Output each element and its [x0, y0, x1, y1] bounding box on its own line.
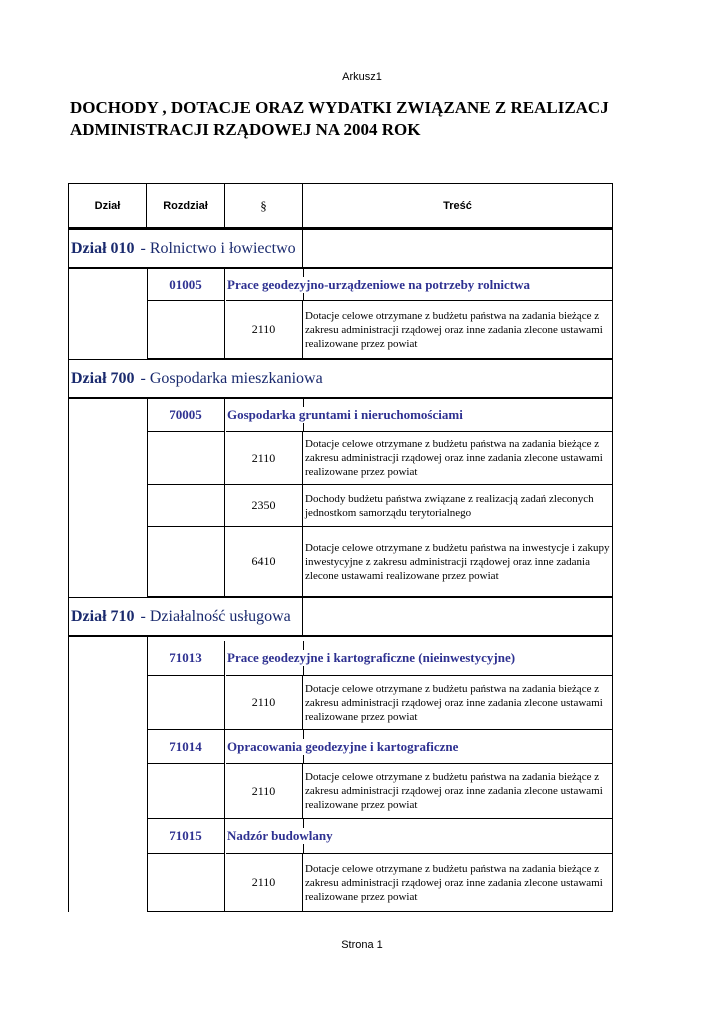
- paragraph-description: Dotacje celowe otrzymane z budżetu państwa na zadania bieżące z zakresu administracji rządowej oraz inne zadania zlecone ustawami realizowane przez powiat: [303, 764, 612, 819]
- table-row: [68, 301, 613, 359]
- rozdzial-code: 01005: [147, 269, 225, 301]
- table-row: [68, 764, 613, 819]
- page-number: Strona 1: [341, 939, 383, 951]
- rozdzial-name: Nadzór budowlany: [226, 819, 612, 854]
- paragraph-description: Dotacje celowe otrzymane z budżetu państwa na zadania bieżące z zakresu administracji rządowej oraz inne zadania zlecone ustawami realizowane przez powiat: [303, 432, 612, 485]
- section-dzial-710: [68, 597, 613, 637]
- paragraph-code: 2350: [225, 485, 303, 527]
- paragraph-code: 2110: [225, 764, 303, 819]
- table-row: [68, 676, 613, 730]
- paragraph-description: Dotacje celowe otrzymane z budżetu państwa na inwestycje i zakupy inwestycyjne z zakresu administracji rządowej oraz inne zadania zlecone ustawami realizowane przez powiat: [303, 527, 612, 597]
- dzial-code: Dział 700: [71, 369, 135, 387]
- dzial-name: - Gospodarka mieszkaniowa: [140, 369, 323, 387]
- header-dzial: Dział: [69, 184, 147, 227]
- paragraph-description: Dochody budżetu państwa związane z realizacją zadań zleconych jednostkom samorządu terytorialnego: [303, 485, 612, 527]
- header-tresc: Treść: [443, 199, 472, 212]
- rozdzial-row-70005: [68, 399, 613, 432]
- section-title: [71, 598, 291, 635]
- header-paragraph: §: [225, 184, 303, 227]
- table-row: [68, 485, 613, 527]
- table-row: [68, 432, 613, 485]
- section-dzial-700: [68, 359, 613, 399]
- rozdzial-code: 71015: [147, 819, 225, 854]
- paragraph-description: Dotacje celowe otrzymane z budżetu państwa na zadania bieżące z zakresu administracji rządowej oraz inne zadania zlecone ustawami realizowane przez powiat: [303, 854, 612, 912]
- table-row: [68, 527, 613, 597]
- paragraph-code: 2110: [225, 854, 303, 912]
- rozdzial-code: 70005: [147, 399, 225, 432]
- paragraph-code: 2110: [225, 432, 303, 485]
- title-line-1: DOCHODY , DOTACJE ORAZ WYDATKI ZWIĄZANE Z REALIZACJ: [70, 98, 609, 117]
- dzial-code: Dział 710: [71, 607, 135, 625]
- dzial-name: - Rolnictwo i łowiectwo: [140, 239, 296, 257]
- dzial-name: - Działalność usługowa: [140, 607, 291, 625]
- dzial-code: Dział 010: [71, 239, 135, 257]
- document-title: [70, 97, 670, 141]
- rozdzial-name: Prace geodezyjno-urządzeniowe na potrzeby rolnictwa: [226, 269, 612, 301]
- rozdzial-name: Gospodarka gruntami i nieruchomościami: [226, 399, 612, 432]
- table-row: [68, 854, 613, 912]
- section-title: [71, 360, 323, 397]
- rozdzial-row-71014: [68, 730, 613, 764]
- paragraph-code: 2110: [225, 676, 303, 730]
- paragraph-code: 2110: [225, 301, 303, 359]
- rozdzial-name: Opracowania geodezyjne i kartograficzne: [226, 730, 612, 764]
- header-rozdzial: Rozdział: [147, 184, 225, 227]
- section-dzial-010: [68, 229, 613, 269]
- budget-table: [68, 183, 613, 912]
- table-header: [68, 183, 613, 229]
- paragraph-code: 6410: [225, 527, 303, 597]
- rozdzial-name: Prace geodezyjne i kartograficzne (nieinwestycyjne): [226, 641, 612, 676]
- paragraph-description: Dotacje celowe otrzymane z budżetu państwa na zadania bieżące z zakresu administracji rządowej oraz inne zadania zlecone ustawami realizowane przez powiat: [303, 676, 612, 730]
- paragraph-description: Dotacje celowe otrzymane z budżetu państwa na zadania bieżące z zakresu administracji rządowej oraz inne zadania zlecone ustawami realizowane przez powiat: [303, 301, 612, 359]
- section-title: [71, 230, 296, 267]
- rozdzial-row-71013: [68, 641, 613, 676]
- sheet-name: Arkusz1: [342, 71, 382, 83]
- title-line-2: ADMINISTRACJI RZĄDOWEJ NA 2004 ROK: [70, 120, 421, 139]
- rozdzial-code: 71013: [147, 641, 225, 676]
- rozdzial-row-01005: [68, 269, 613, 301]
- rozdzial-code: 71014: [147, 730, 225, 764]
- rozdzial-row-71015: [68, 819, 613, 854]
